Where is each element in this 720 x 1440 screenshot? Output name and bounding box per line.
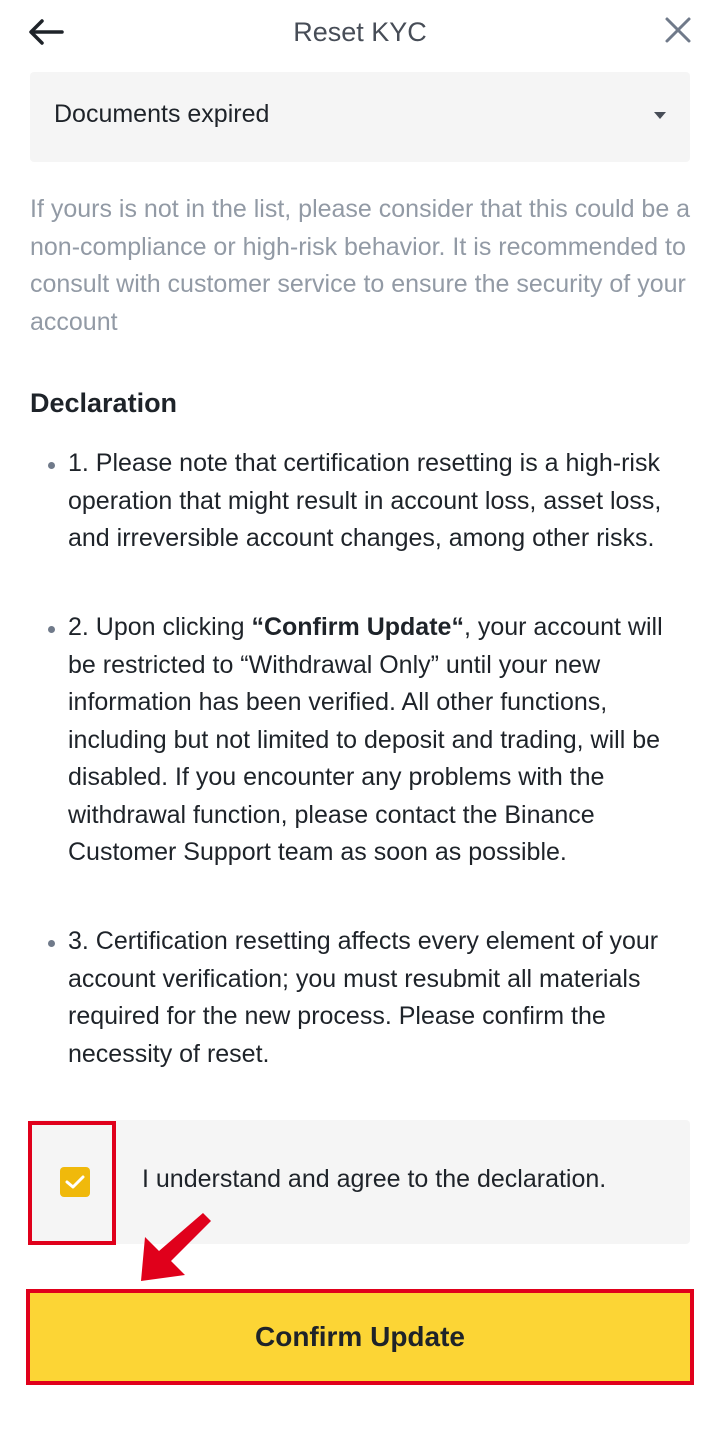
agreement-row bbox=[30, 1120, 690, 1244]
close-icon bbox=[664, 16, 692, 44]
bullet-icon bbox=[48, 626, 55, 633]
arrow-down-left-icon bbox=[135, 1205, 215, 1285]
agree-label: I understand and agree to the declaration. bbox=[142, 1165, 607, 1193]
declaration-title: Declaration bbox=[30, 388, 178, 418]
bottom-bar bbox=[0, 1390, 720, 1440]
declaration-item-2-bold: “Confirm Update“ bbox=[251, 613, 464, 641]
declaration-item-3: 3. Certification resetting affects every element of your account verification; you must resubmit all materials required for the new process. Please confirm the necessity of reset. bbox=[68, 927, 659, 1068]
declaration-item-1: 1. Please note that certification resetting is a high-risk operation that might result in account loss, asset loss, and irreversible account changes, among other risks. bbox=[68, 449, 662, 552]
reason-select-value: Documents expired bbox=[54, 100, 270, 128]
bullet-icon bbox=[48, 940, 55, 947]
page-title: Reset KYC bbox=[293, 17, 427, 47]
declaration-item-2-prefix: 2. Upon clicking bbox=[68, 613, 252, 641]
caret-down-icon bbox=[654, 112, 666, 119]
header bbox=[0, 0, 720, 64]
bullet-icon bbox=[48, 462, 55, 469]
info-note: If yours is not in the list, please consider that this could be a non-compliance or high-risk behavior. It is recommended to consult with customer service to ensure the security of your account bbox=[30, 195, 691, 336]
declaration-item-2-suffix: , your account will be restricted to “Withdrawal Only” until your new information has been verified. All other functions, including but not limited to deposit and trading, will be disabled. If you encounter any problems with the withdrawal function, please contact the Binance Customer Support team as soon as possible. bbox=[68, 613, 663, 866]
reason-select[interactable] bbox=[30, 72, 690, 162]
declaration-item-2 bbox=[68, 609, 668, 872]
confirm-update-button[interactable]: Confirm Update bbox=[26, 1289, 694, 1385]
close-button[interactable] bbox=[658, 10, 698, 50]
highlight-box bbox=[28, 1121, 116, 1245]
